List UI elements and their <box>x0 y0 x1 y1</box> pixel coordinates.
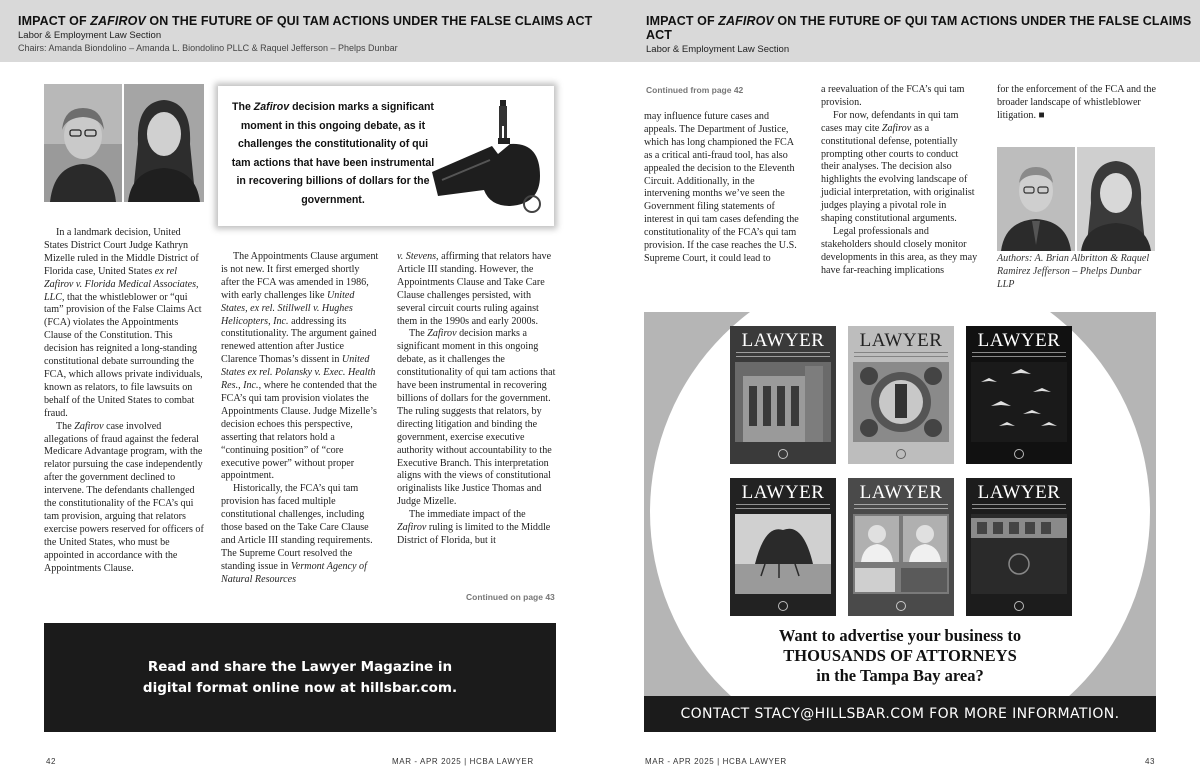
section-chairs: Chairs: Amanda Biondolino – Amanda L. Biondolino PLLC & Raquel Jefferson – Phelps Dunbar <box>18 43 398 53</box>
article-column-2 <box>221 251 379 587</box>
baseball-players-image <box>853 514 949 594</box>
ad-headline <box>644 626 1156 686</box>
cover-divider <box>854 352 948 357</box>
cover-title: LAWYER <box>977 482 1061 503</box>
paragraph: For now, defendants in qui tam cases may cite Zafirov as a constitutional defense, potentially prompting other courts to conduct their analyses. The decision also highlights the evolving landscape of judicial interpretation, with originalist judges playing a pivotal role in shaping constitutional arguments. <box>821 109 975 225</box>
article-column-5 <box>821 84 979 278</box>
chair-photo-biondolino <box>44 84 122 202</box>
section-header <box>600 0 1200 62</box>
pull-quote-text: The Zafirov decision marks a significant moment in this ongoing debate, as it challenges the constitutionality of qui tam actions that have been instrumental in recovering billions of dollars for the government. <box>231 101 435 206</box>
author-photo-albritton <box>997 147 1075 251</box>
magazine-cover <box>848 478 954 616</box>
banner-line: Read and share the Lawyer Magazine in <box>147 659 453 675</box>
section-name: Labor & Employment Law Section <box>18 30 162 41</box>
cover-divider <box>972 352 1066 357</box>
cover-title: LAWYER <box>859 482 943 503</box>
advertisement[interactable] <box>644 312 1156 732</box>
cover-divider <box>736 352 830 357</box>
seal-icon <box>896 601 906 611</box>
paragraph: The Appointments Clause argument is not new. It first emerged shortly after the FCA was amended in 1986, with early challenges like United States, ex rel. Stillwell v. Hughes Helicopters, Inc. addressing its constitutionality. The argument gained renewed attention after Justice Clarence Thomas’s dissent in United States ex rel. Polansky v. Exec. Health Res., Inc., where he contended that the FCA’s qui tam provision violates the Appointments Clause. Judge Mizelle’s decision echoes this perspective, asserting that relators hold a “continuing position” of “core executive power” without proper appointment. <box>221 251 379 482</box>
section-name: Labor & Employment Law Section <box>646 44 790 55</box>
paragraph: v. Stevens, affirming that relators have Article III standing. However, the Appointments Clause and Take Care Clause challenges persisted, with several circuit courts ruling against them in the 1990s and early 2000s. <box>397 251 552 327</box>
ad-headline-line: in the Tampa Bay area? <box>816 666 984 685</box>
article-title: IMPACT OF ZAFIROV ON THE FUTURE OF QUI TAM ACTIONS UNDER THE FALSE CLAIMS ACT <box>646 14 1192 42</box>
issue-footer: MAR - APR 2025 | HCBA LAWYER <box>645 757 787 766</box>
paragraph: for the enforcement of the FCA and the broader landscape of whistleblower litigation. ■ <box>997 84 1156 121</box>
whistle-icon <box>428 92 548 220</box>
paragraph: In a landmark decision, United States District Court Judge Kathryn Mizelle ruled in the Middle District of Florida case, United States ex rel Zafirov v. Florida Medical Associates, LLC, that the whistleblower or “qui tam” provision of the False Claims Act (FCA) violates the Appointments Clause of the Constitution. This decision has reignited a long-standing constitutional debate surrounding the FCA, which allows private individuals, known as relators, to file lawsuits on behalf of the United States to combat fraud. <box>44 227 203 419</box>
article-column-1 <box>44 227 204 575</box>
page-number: 43 <box>1145 757 1156 766</box>
cover-title: LAWYER <box>741 330 825 351</box>
chair-photo-jefferson <box>124 84 204 202</box>
boxing-ring-image <box>853 362 949 442</box>
magazine-cover <box>966 478 1072 616</box>
page-number: 42 <box>46 757 57 766</box>
paragraph: may influence future cases and appeals. The Department of Justice, which has long championed the FCA as a critical anti-fraud tool, has also appealed the decision to the Eleventh Circuit. Additionally, in the intervening months we’ve seen the Government filing statements of interest in qui tam cases defending the constitutionality of the FCA’s qui tam provision. If the case reaches the U.S. Supreme Court, it could lead to <box>644 111 799 264</box>
cover-title: LAWYER <box>741 482 825 503</box>
paragraph: a reevaluation of the FCA’s qui tam provision. <box>821 84 965 108</box>
seal-icon <box>778 601 788 611</box>
magazine-cover <box>730 478 836 616</box>
building-image <box>735 362 831 442</box>
section-header <box>0 0 600 62</box>
ad-headline-line: THOUSANDS OF ATTORNEYS <box>783 646 1017 665</box>
paragraph: Historically, the FCA’s qui tam provision has faced multiple constitutional challenges, including those based on the Take Care Clause and Article III standing requirements. The Supreme Court resolved the standing issue in Vermont Agency of Natural Resources <box>221 483 373 585</box>
author-photo-jefferson <box>1077 147 1155 251</box>
seal-icon <box>1014 601 1024 611</box>
paragraph: The Zafirov case involved allegations of fraud against the federal Medicare Advantage program, with the relator pursuing the case independently after the government declined to intervene. The defendants challenged the constitutionality of the FCA’s qui tam provision, arguing that relators exercise powers reserved for officers of the United States, who must be appointed in accordance with the Appointments Clause. <box>44 420 204 574</box>
digital-edition-banner[interactable] <box>44 623 556 732</box>
issue-footer: MAR - APR 2025 | HCBA LAWYER <box>392 757 534 766</box>
author-caption: Authors: A. Brian Albritton & Raquel Ramirez Jefferson – Phelps Dunbar LLP <box>997 253 1150 290</box>
continued-from-note: Continued from page 42 <box>646 85 744 95</box>
paragraph: The Zafirov decision marks a significant moment in this ongoing debate, as it challenges the constitutionality of qui tam actions that have been instrumental in recovering billions of dollars for the government. The ruling suggests that relators, by directing litigation and binding the government, exercise executive authority without accountability to the Executive Branch. This interpretation aligns with the views of constitutional originalists like Justice Thomas and Judge Mizelle. <box>397 328 556 508</box>
contact-link[interactable]: CONTACT STACY@HILLSBAR.COM FOR MORE INFORMATION. <box>644 696 1156 732</box>
cover-title: LAWYER <box>859 330 943 351</box>
mangrove-image <box>735 514 831 594</box>
cover-title: LAWYER <box>977 330 1061 351</box>
magazine-cover <box>848 326 954 464</box>
pull-quote <box>218 86 554 226</box>
seal-icon <box>778 449 788 459</box>
article-title: IMPACT OF ZAFIROV ON THE FUTURE OF QUI TAM ACTIONS UNDER THE FALSE CLAIMS ACT <box>18 14 593 28</box>
article-column-4 <box>644 111 800 266</box>
article-column-6 <box>997 84 1157 123</box>
birds-image <box>971 362 1067 442</box>
magazine-cover <box>966 326 1072 464</box>
street-scene-image <box>971 514 1067 594</box>
article-column-3 <box>397 251 557 548</box>
cover-divider <box>854 504 948 509</box>
banner-line: digital format online now at hillsbar.com. <box>142 680 458 696</box>
magazine-cover <box>730 326 836 464</box>
cover-divider <box>972 504 1066 509</box>
paragraph: Legal professionals and stakeholders should closely monitor developments in this area, as they may have far-reaching implications <box>821 225 978 276</box>
seal-icon <box>896 449 906 459</box>
ad-headline-line: Want to advertise your business to <box>778 626 1022 645</box>
continued-note: Continued on page 43 <box>466 592 555 602</box>
seal-icon <box>1014 449 1024 459</box>
paragraph: The immediate impact of the Zafirov ruling is limited to the Middle District of Florida, but it <box>397 509 551 546</box>
cover-divider <box>736 504 830 509</box>
